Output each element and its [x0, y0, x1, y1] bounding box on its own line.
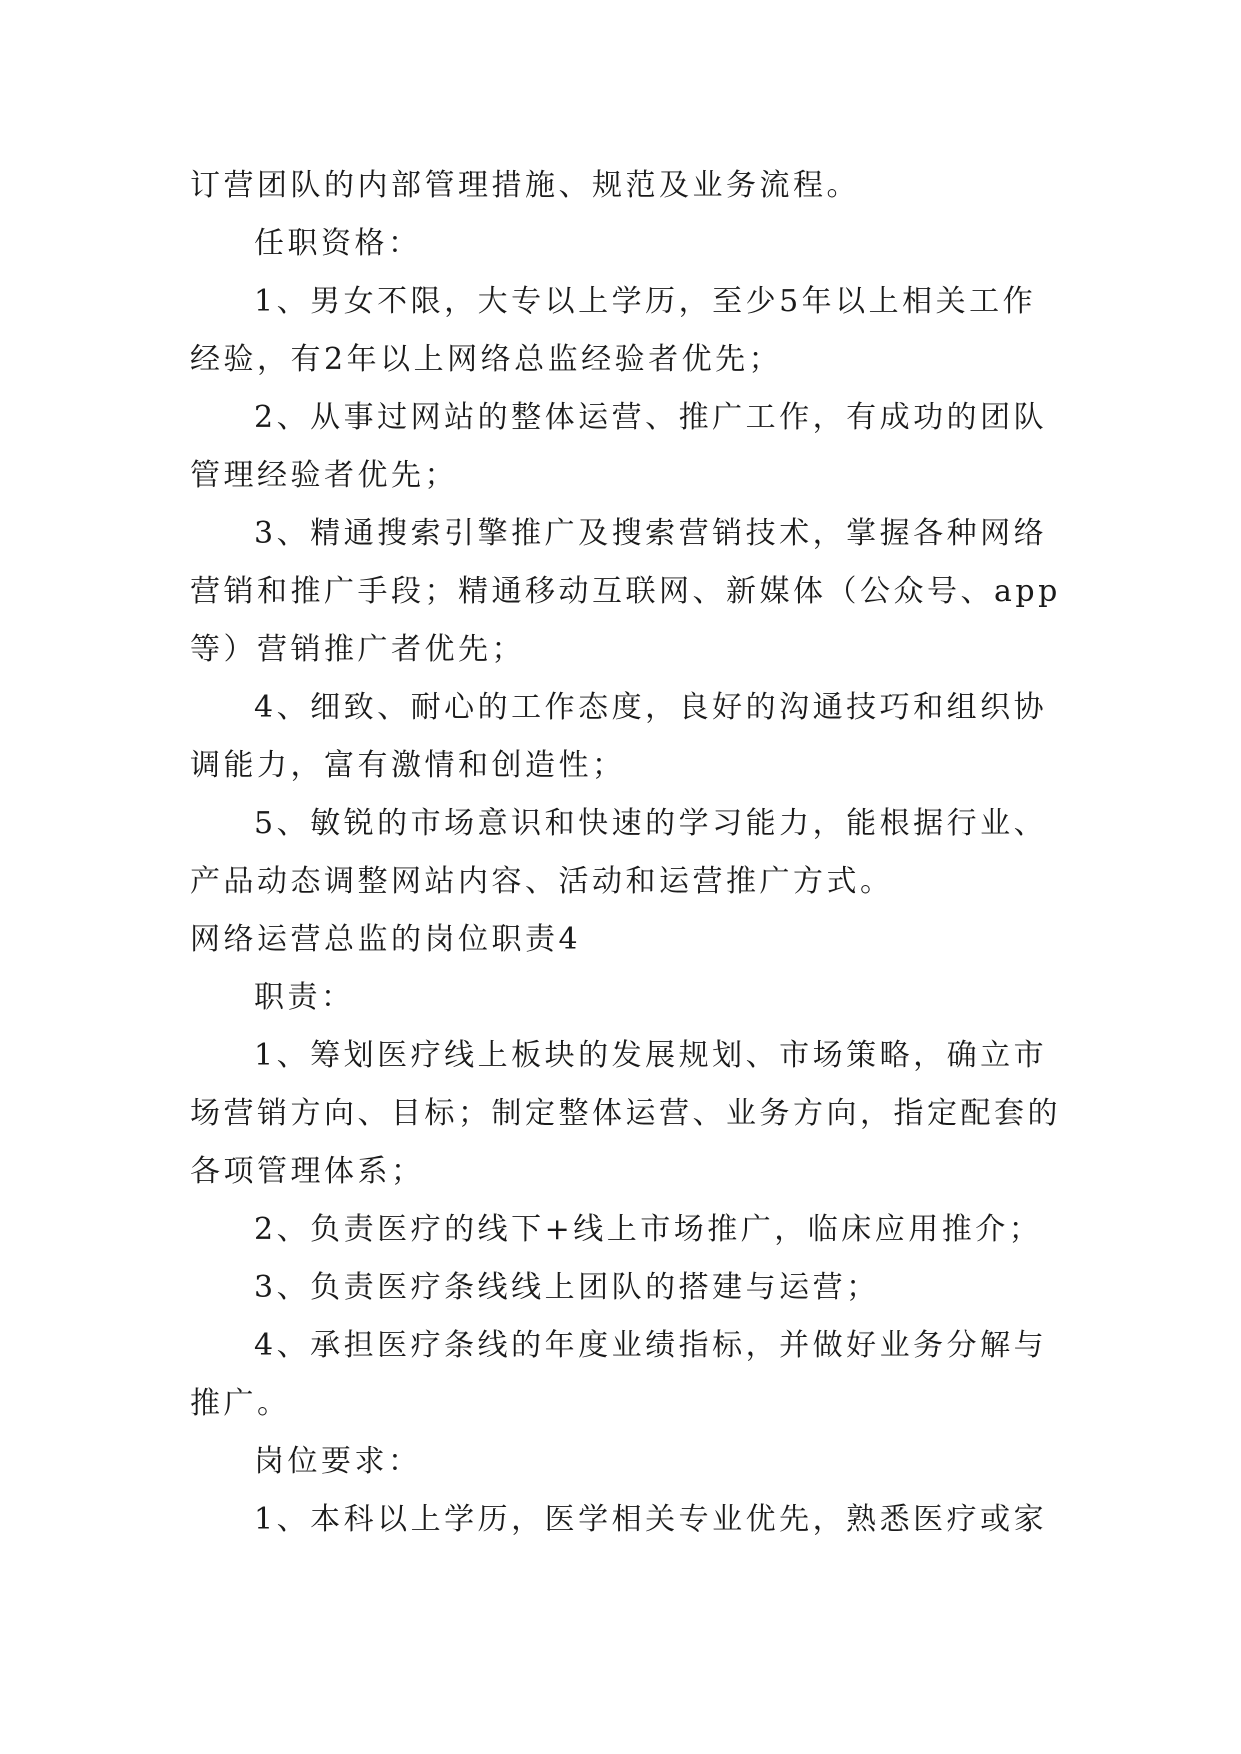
- text-line: 经验，有2年以上网络总监经验者优先；: [190, 342, 783, 377]
- text-line: 等）营销推广者优先；: [190, 632, 525, 667]
- text-line: 营销和推广手段；精通移动互联网、新媒体（公众号、app: [190, 574, 1061, 609]
- text-line: 订营团队的内部管理措施、规范及业务流程。: [190, 168, 860, 203]
- text-line: 1、筹划医疗线上板块的发展规划、市场策略，确立市: [254, 1038, 1048, 1073]
- text-line: 网络运营总监的岗位职责4: [190, 922, 582, 957]
- text-line: 4、细致、耐心的工作态度，良好的沟通技巧和组织协: [254, 690, 1048, 725]
- text-line: 2、负责医疗的线下+线上市场推广，临床应用推介；: [254, 1212, 1043, 1247]
- text-line: 管理经验者优先；: [190, 458, 458, 493]
- text-line: 4、承担医疗条线的年度业绩指标，并做好业务分解与: [254, 1328, 1048, 1363]
- text-line: 5、敏锐的市场意识和快速的学习能力，能根据行业、: [254, 806, 1048, 841]
- text-line: 产品动态调整网站内容、活动和运营推广方式。: [190, 864, 894, 899]
- text-line: 推广。: [190, 1386, 291, 1421]
- text-line: 1、男女不限，大专以上学历，至少5年以上相关工作: [254, 284, 1037, 319]
- text-line: 2、从事过网站的整体运营、推广工作，有成功的团队: [254, 400, 1048, 435]
- text-line: 3、负责医疗条线线上团队的搭建与运营；: [254, 1270, 880, 1305]
- text-line: 调能力，富有激情和创造性；: [190, 748, 626, 783]
- text-line: 各项管理体系；: [190, 1154, 425, 1189]
- document-body: [190, 157, 1061, 1549]
- text-line: 场营销方向、目标；制定整体运营、业务方向，指定配套的: [190, 1096, 1061, 1131]
- text-line: 任职资格：: [254, 226, 422, 261]
- text-line: 3、精通搜索引擎推广及搜索营销技术，掌握各种网络: [254, 516, 1048, 551]
- text-line: 岗位要求：: [254, 1444, 422, 1479]
- text-line: 1、本科以上学历，医学相关专业优先，熟悉医疗或家: [254, 1502, 1048, 1537]
- text-line: 职责：: [254, 980, 355, 1015]
